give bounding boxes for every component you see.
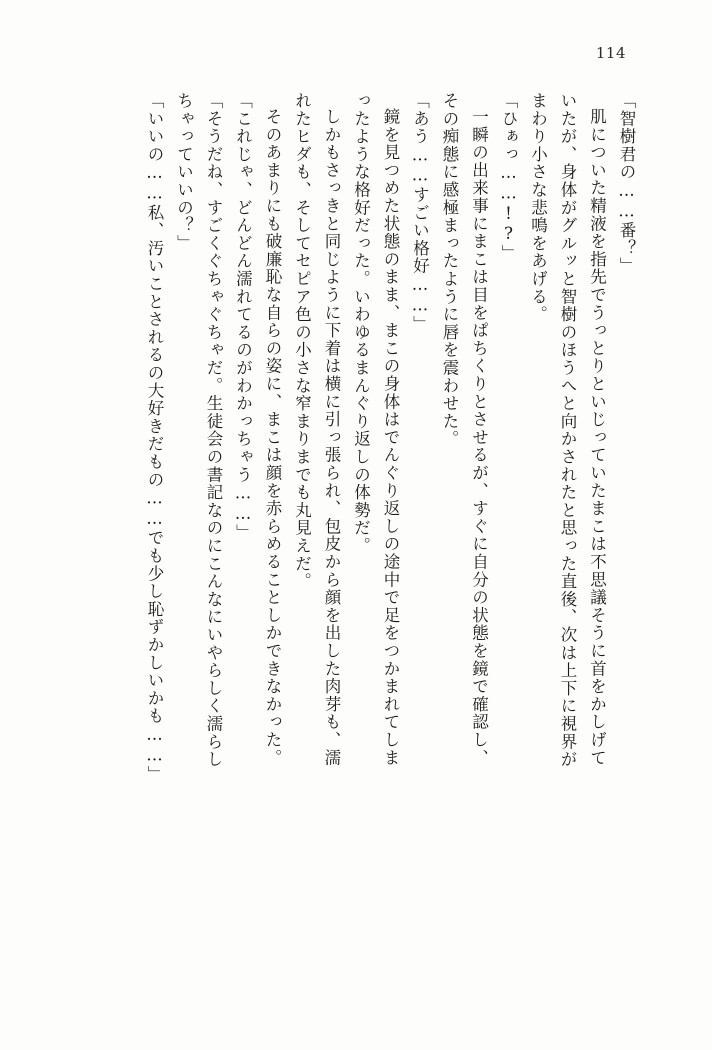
text-column: 肌についた精液を指先でうっとりといじっていたまこは不思議そうに首をかしげて xyxy=(587,108,607,767)
text-column: 「あう……すごい格好……」 xyxy=(410,92,430,334)
text-column: 「いいの……私、汚いことされるの大好きだもの……でも少し恥ずかしいかも……」 xyxy=(145,92,164,784)
text-column: 「そうだね、すごくぐちゃぐちゃだ。生徒会の書記なのにこんなにいやらしく濡らし xyxy=(204,92,223,769)
page-number: 114 xyxy=(595,44,626,62)
text-column: 「これじゃ、どんどん濡れてるのがわかっちゃう……」 xyxy=(233,92,253,542)
text-column: 鏡を見つめた状態のまま、まこの身体はでんぐり返しの途中で足をつかまれてしま xyxy=(381,108,400,767)
text-column: しかもさっきと同じように下着は横に引っ張られ、包皮から顔を出した肉芽も、濡 xyxy=(322,108,341,767)
vertical-text-body xyxy=(78,92,634,972)
text-column: そのあまりにも破廉恥な自らの姿に、まこは顔を赤らめることしかできなかった。 xyxy=(263,108,282,767)
text-column: ちゃっていいの？」 xyxy=(174,92,194,253)
text-column: いたが、身体がグルッと智樹のほうへと向かされたと思った直後、次は上下に視界が xyxy=(558,92,577,769)
text-column: れたヒダも、そしてセピア色の小さな窄まりまでも丸見えだ。 xyxy=(292,92,312,591)
text-column: 一瞬の出来事にまこは目をぱちくりとさせるが、すぐに自分の状態を鏡で確認し、 xyxy=(469,108,489,767)
text-column: 「ひぁっ……!?」 xyxy=(499,92,518,263)
text-column: 「智樹君の……番？」 xyxy=(617,92,636,275)
text-column: その痴態に感極まったように唇を震わせた。 xyxy=(440,92,459,448)
text-column: まわり小さな悲鳴をあげる。 xyxy=(528,92,548,324)
text-column: ったような格好だった。いわゆるまんぐり返しの体勢だ。 xyxy=(351,92,371,555)
